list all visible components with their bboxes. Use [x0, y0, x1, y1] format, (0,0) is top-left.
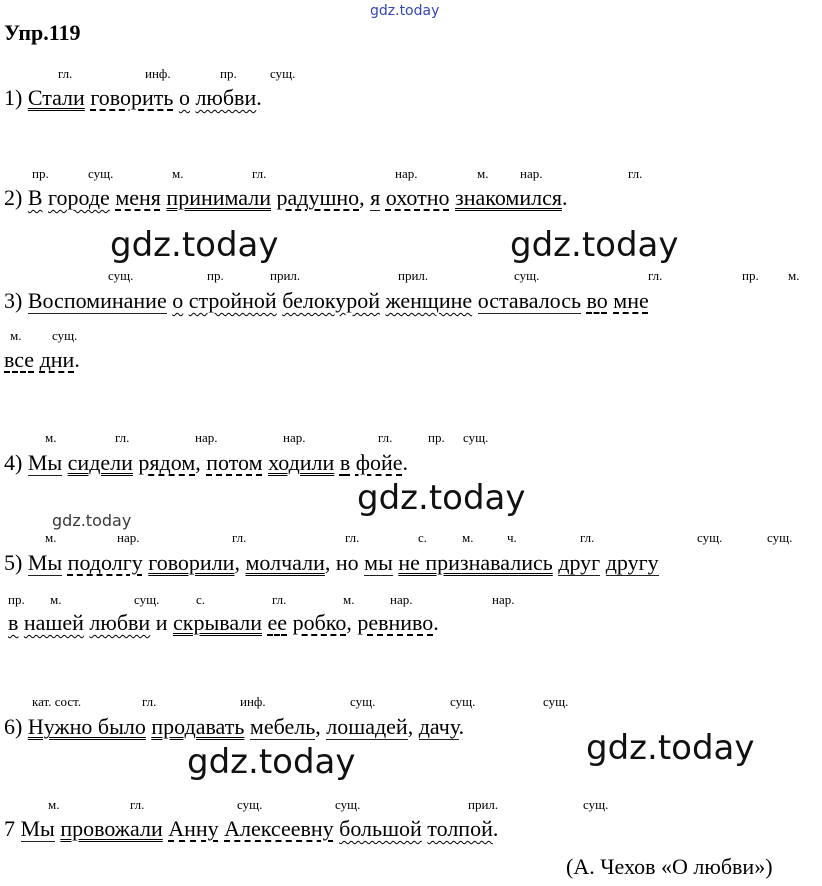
pos-label: м. [788, 268, 800, 283]
pos-label: сущ. [88, 166, 114, 181]
pos-label: нар. [283, 430, 306, 445]
pos-label: м. [10, 328, 22, 343]
sentence-4: 4) Мы сидели рядом, потом ходили в фойе. [4, 450, 408, 475]
watermark: gdz.today [110, 225, 279, 265]
watermark: gdz.today [510, 225, 679, 265]
sentence-3: 3) Воспоминание о стройной белокурой женщине оставалось во мне [4, 288, 649, 313]
pos-label: пр. [428, 430, 445, 445]
pos-label: нар. [492, 592, 515, 607]
watermark: gdz.today [357, 478, 526, 518]
sentence-1: 1) Стали говорить о любви. [4, 85, 262, 110]
sentence-5: 5) Мы подолгу говорили, молчали, но мы не признавались друг другу [4, 550, 659, 575]
pos-label: пр. [742, 268, 759, 283]
watermark: gdz.today [52, 511, 132, 530]
pos-label: нар. [117, 530, 140, 545]
pos-label: нар. [195, 430, 218, 445]
pos-label: с. [196, 592, 206, 607]
pos-label: сущ. [543, 694, 569, 709]
pos-label: прил. [270, 268, 301, 283]
sentence-5-cont: в нашей любви и скрывали ее робко, ревниво. [8, 610, 439, 635]
exercise-title: Упр.119 [4, 20, 81, 45]
pos-label: гл. [232, 530, 247, 545]
pos-label: сущ. [270, 66, 296, 81]
pos-label: гл. [130, 797, 145, 812]
pos-label: инф. [240, 694, 266, 709]
pos-label: пр. [220, 66, 237, 81]
pos-label: м. [45, 430, 57, 445]
pos-label: сущ. [767, 530, 793, 545]
pos-label: м. [172, 166, 184, 181]
pos-label: нар. [390, 592, 413, 607]
pos-label: гл. [252, 166, 267, 181]
pos-label: пр. [32, 166, 49, 181]
pos-label: гл. [58, 66, 73, 81]
source-attribution: (А. Чехов «О любви») [566, 854, 773, 879]
pos-label: сущ. [350, 694, 376, 709]
pos-label: инф. [145, 66, 171, 81]
pos-label: сущ. [52, 328, 78, 343]
pos-label: м. [45, 530, 57, 545]
sentence-7: 7 Мы провожали Анну Алексеевну большой толпой. [4, 816, 499, 841]
pos-label: сущ. [237, 797, 263, 812]
pos-label: сущ. [134, 592, 160, 607]
pos-label: м. [477, 166, 489, 181]
pos-label: гл. [345, 530, 360, 545]
pos-label: м. [462, 530, 474, 545]
pos-label: м. [48, 797, 60, 812]
pos-label: гл. [628, 166, 643, 181]
pos-label: пр. [8, 592, 25, 607]
pos-label: сущ. [335, 797, 361, 812]
pos-label: гл. [142, 694, 157, 709]
watermark: gdz.today [187, 742, 356, 782]
pos-label: нар. [395, 166, 418, 181]
pos-label: гл. [115, 430, 130, 445]
pos-label: гл. [580, 530, 595, 545]
pos-label: м. [50, 592, 62, 607]
pos-label: нар. [520, 166, 543, 181]
pos-label: м. [343, 592, 355, 607]
pos-label: сущ. [697, 530, 723, 545]
sentence-6: 6) Нужно было продавать мебель, лошадей, дачу. [4, 714, 465, 739]
pos-label: ч. [507, 530, 517, 545]
pos-label: сущ. [108, 268, 134, 283]
pos-label: сущ. [514, 268, 540, 283]
pos-label: прил. [468, 797, 499, 812]
pos-label: с. [418, 530, 428, 545]
pos-label: гл. [272, 592, 287, 607]
pos-label: пр. [207, 268, 224, 283]
watermark: gdz.today [586, 728, 755, 768]
pos-label: сущ. [583, 797, 609, 812]
pos-label: кат. сост. [32, 694, 82, 709]
pos-label: сущ. [463, 430, 489, 445]
pos-label: прил. [398, 268, 429, 283]
sentence-2: 2) В городе меня принимали радушно, я охотно знакомился. [4, 185, 568, 210]
watermark-top: gdz.today [370, 3, 440, 19]
pos-label: гл. [378, 430, 393, 445]
pos-label: гл. [648, 268, 663, 283]
pos-label: сущ. [450, 694, 476, 709]
sentence-3-cont: все дни. [4, 347, 80, 372]
